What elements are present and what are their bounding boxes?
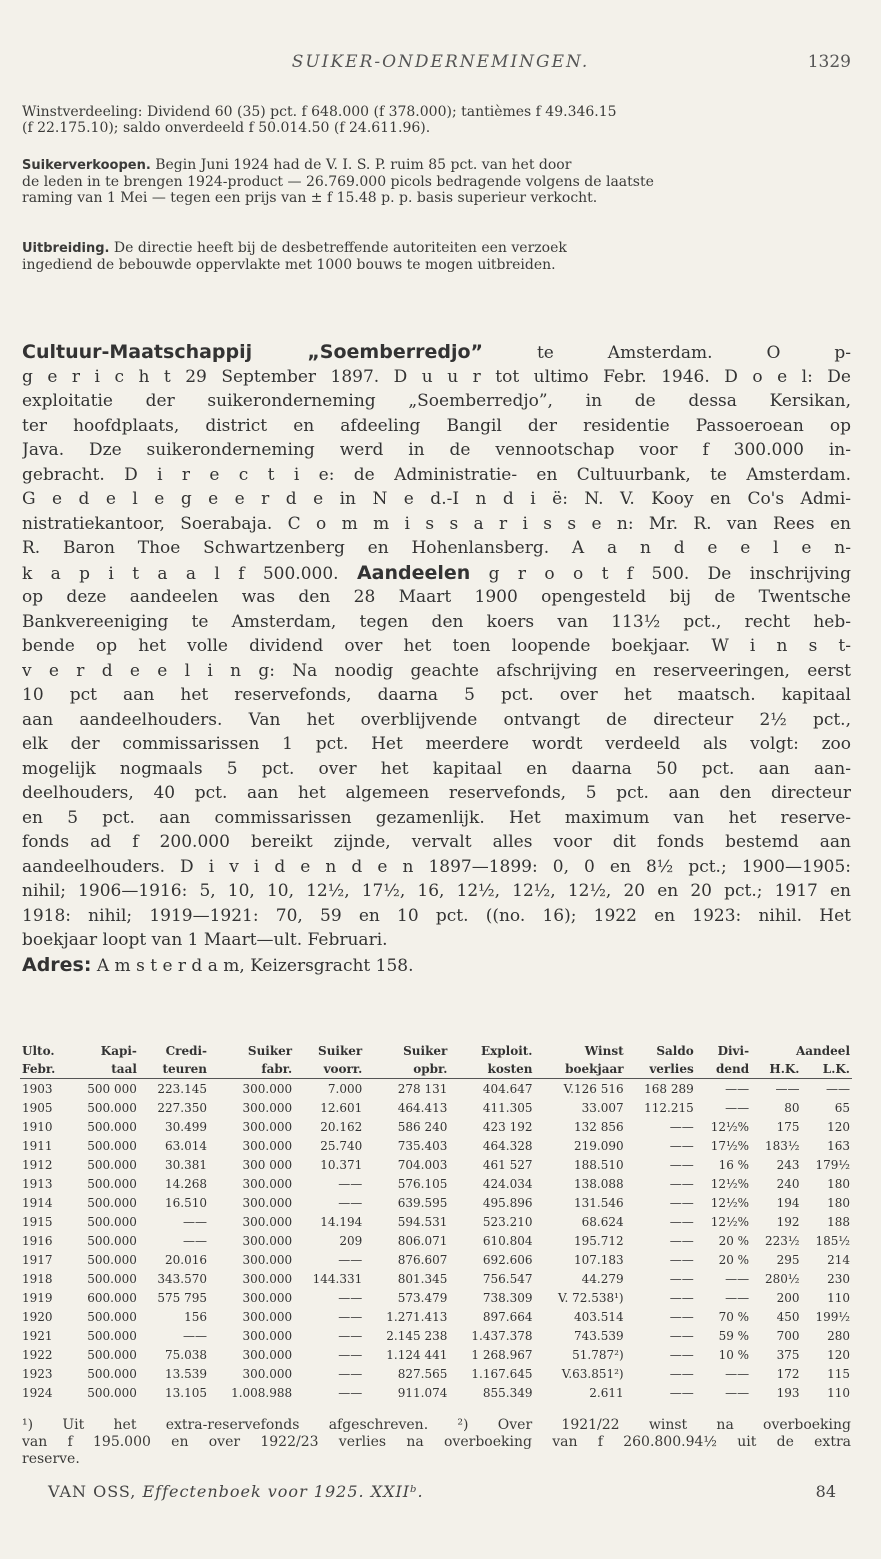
- table-cell: 300.000: [242, 1176, 293, 1191]
- table-cell: 156: [184, 1309, 208, 1324]
- table-cell: 300 000: [242, 1157, 293, 1172]
- table-cell: 280: [827, 1328, 850, 1343]
- table-cell: 500.000: [87, 1385, 137, 1400]
- table-cell: 300.000: [242, 1100, 293, 1115]
- table-cell: 12½%: [710, 1119, 750, 1134]
- table-cell: ——: [669, 1290, 694, 1305]
- table-cell: 300.000: [242, 1195, 293, 1210]
- table-cell: 1913: [22, 1176, 53, 1191]
- table-row: [20, 1250, 852, 1269]
- body-line: exploitatie der suikeronderneming „Soemberredjo”, in de dessa Kersikan,: [22, 391, 851, 411]
- table-cell: 13.105: [165, 1385, 208, 1400]
- table-cell: 600.000: [87, 1290, 137, 1305]
- body-line: elk der commissarissen 1 pct. Het meerdere wordt verdeeld als volgt: zoo: [22, 734, 851, 754]
- inline-heading: Cultuur-Maatschappij „Soemberredjo”: [22, 341, 483, 363]
- table-cell: 403.514: [574, 1309, 624, 1324]
- body-line: Adres: A m s t e r d a m, Keizersgracht 158.: [22, 953, 414, 976]
- table-cell: 194: [776, 1195, 800, 1210]
- table-cell: 756.547: [482, 1271, 533, 1286]
- table-row: [20, 1117, 852, 1136]
- table-cell: 75.038: [165, 1347, 208, 1362]
- previous-entry-expansion: [22, 240, 851, 273]
- table-cell: 110: [827, 1385, 850, 1400]
- page-number-bottom: 84: [815, 1482, 836, 1501]
- text-line: raming van 1 Mei — tegen een prijs van ± f 15.48 p. p. basis superieur verkocht.: [22, 190, 598, 206]
- table-cell: ——: [183, 1214, 208, 1229]
- table-row: [20, 1307, 852, 1326]
- column-header: Suiker: [403, 1044, 448, 1058]
- table-cell: 735.403: [397, 1138, 448, 1153]
- table-cell: 1922: [22, 1347, 53, 1362]
- column-header: Ulto.: [22, 1044, 55, 1058]
- table-cell: 300.000: [242, 1214, 293, 1229]
- table-cell: 500.000: [87, 1309, 137, 1324]
- table-cell: ——: [725, 1385, 750, 1400]
- column-header: Aandeel: [795, 1044, 850, 1058]
- table-cell: 704.003: [397, 1157, 448, 1172]
- table-cell: 1923: [22, 1366, 53, 1381]
- table-cell: 300.000: [242, 1081, 293, 1096]
- column-header: L.K.: [801, 1060, 852, 1079]
- column-header: taal: [69, 1060, 139, 1079]
- table-cell: 175: [776, 1119, 800, 1134]
- table-header-row: [20, 1060, 852, 1079]
- table-cell: 7.000: [327, 1081, 363, 1096]
- table-cell: 65: [834, 1100, 850, 1115]
- body-line: Java. Dze suikeronderneming werd in de vennootschap voor f 300.000 in-: [22, 440, 851, 460]
- table-cell: V. 72.538¹): [557, 1290, 624, 1305]
- table-cell: 586 240: [397, 1119, 448, 1134]
- table-cell: 300.000: [242, 1328, 293, 1343]
- body-line: en 5 pct. aan commissarissen gezamenlijk. Het maximum van het reserve-: [22, 807, 851, 828]
- table-cell: 188: [827, 1214, 850, 1229]
- table-cell: 17½%: [710, 1138, 750, 1153]
- table-cell: 1912: [22, 1157, 53, 1172]
- table-cell: 188.510: [574, 1157, 624, 1172]
- table-cell: 464.413: [397, 1100, 448, 1115]
- column-header: boekjaar: [534, 1060, 625, 1079]
- table-cell: ——: [826, 1081, 850, 1096]
- table-cell: ——: [725, 1366, 750, 1381]
- table-row: [20, 1136, 852, 1155]
- table-cell: 278 131: [397, 1081, 448, 1096]
- table-cell: 300.000: [242, 1290, 293, 1305]
- table-cell: 70 %: [718, 1309, 750, 1324]
- body-line: nihil; 1906—1916: 5, 10, 10, 12½, 17½, 16, 12½, 12½, 12½, 20 en 20 pct.; 1917 en: [22, 881, 851, 901]
- previous-entry-sugar-sales: [22, 157, 851, 206]
- table-cell: 300.000: [242, 1138, 293, 1153]
- table-cell: 1.124 441: [386, 1347, 448, 1362]
- table-row: [20, 1364, 852, 1383]
- table-row: [20, 1079, 852, 1099]
- inline-heading: Adres:: [22, 953, 92, 976]
- table-cell: 461 527: [482, 1157, 533, 1172]
- table-row: [20, 1326, 852, 1345]
- table-cell: ——: [669, 1328, 694, 1343]
- table-row: [20, 1345, 852, 1364]
- table-row: [20, 1383, 852, 1402]
- table-cell: 500.000: [87, 1233, 137, 1248]
- table-cell: 144.331: [312, 1271, 363, 1286]
- body-line: G e d e l e g e e r d e in N e d.-I n d i ë: N. V. Kooy en Co's Admi-: [22, 489, 851, 509]
- table-cell: 51.787²): [572, 1347, 624, 1362]
- table-cell: 180: [827, 1176, 850, 1191]
- table-cell: 192: [776, 1214, 800, 1229]
- column-header: dend: [696, 1060, 751, 1079]
- table-cell: 59 %: [718, 1328, 750, 1343]
- table-cell: 12½%: [710, 1176, 750, 1191]
- table-cell: 240: [776, 1176, 800, 1191]
- table-cell: ——: [338, 1347, 363, 1362]
- table-cell: ——: [725, 1081, 750, 1096]
- company-entry: [22, 340, 851, 977]
- table-cell: 193: [776, 1385, 800, 1400]
- spaced-label: g e r i c h t: [22, 366, 171, 387]
- table-cell: 806.071: [397, 1233, 448, 1248]
- table-cell: ——: [725, 1271, 750, 1286]
- table-cell: 10.371: [320, 1157, 363, 1172]
- table-cell: ——: [669, 1119, 694, 1134]
- table-cell: 500.000: [87, 1195, 137, 1210]
- table-cell: 14.194: [320, 1214, 363, 1229]
- body-line: aan aandeelhouders. Van het overblijvende ontvangt de directeur 2½ pct.,: [22, 709, 851, 730]
- table-cell: 424.034: [482, 1176, 533, 1191]
- text-line: Suikerverkoopen. Begin Juni 1924 had de V. I. S. P. ruim 85 pct. van het door: [22, 157, 572, 173]
- table-cell: 30.499: [165, 1119, 208, 1134]
- table-cell: 120: [827, 1347, 850, 1362]
- table-cell: 172: [776, 1366, 800, 1381]
- table-cell: ——: [183, 1233, 208, 1248]
- table-cell: ——: [669, 1309, 694, 1324]
- table-cell: ——: [338, 1290, 363, 1305]
- table-cell: 523.210: [482, 1214, 533, 1229]
- table-cell: 120: [827, 1119, 850, 1134]
- footnote-line: ¹) Uit het extra-reservefonds afgeschreven. ²) Over 1921/22 winst na overboeking: [22, 1417, 851, 1433]
- table-cell: 1903: [22, 1081, 53, 1096]
- table-cell: 500.000: [87, 1100, 137, 1115]
- table-cell: 110: [827, 1290, 850, 1305]
- table-cell: ——: [338, 1366, 363, 1381]
- table-cell: 2.611: [589, 1385, 624, 1400]
- table-cell: ——: [669, 1176, 694, 1191]
- table-cell: 876.607: [397, 1252, 448, 1267]
- table-cell: 1915: [22, 1214, 53, 1229]
- table-cell: ——: [669, 1233, 694, 1248]
- table-cell: 1911: [22, 1138, 53, 1153]
- body-line: nistratiekantoor, Soerabaja. C o m m i s s a r i s s e n: Mr. R. van Rees en: [22, 513, 851, 534]
- column-header: verlies: [626, 1060, 696, 1079]
- table-cell: 300.000: [242, 1233, 293, 1248]
- column-header: Kapi-: [100, 1044, 137, 1058]
- body-line: g e r i c h t 29 September 1897. D u u r tot ultimo Febr. 1946. D o e l: De: [22, 366, 851, 387]
- table-cell: 300.000: [242, 1271, 293, 1286]
- table-cell: 576.105: [397, 1176, 448, 1191]
- table-cell: 375: [776, 1347, 800, 1362]
- table-cell: ——: [338, 1176, 363, 1191]
- table-cell: 14.268: [165, 1176, 208, 1191]
- table-cell: 16 %: [718, 1157, 750, 1172]
- table-cell: 10 %: [718, 1347, 750, 1362]
- table-cell: ——: [669, 1385, 694, 1400]
- table-cell: ——: [183, 1328, 208, 1343]
- table-cell: 500.000: [87, 1157, 137, 1172]
- column-header: opbr.: [364, 1060, 449, 1079]
- table-cell: 500 000: [87, 1081, 137, 1096]
- column-header: Suiker: [247, 1044, 293, 1058]
- table-cell: 168 289: [644, 1081, 694, 1096]
- table-cell: 855.349: [482, 1385, 533, 1400]
- table-cell: 573.479: [397, 1290, 448, 1305]
- table-cell: 13.539: [165, 1366, 208, 1381]
- table-cell: 464.328: [482, 1138, 533, 1153]
- table-cell: 801.345: [397, 1271, 448, 1286]
- table-cell: 1 268.967: [471, 1347, 533, 1362]
- table-cell: 107.183: [574, 1252, 624, 1267]
- body-line: v e r d e e l i n g: Na noodig geachte afschrijving en reserveeringen, eerst: [22, 660, 851, 681]
- table-cell: ——: [338, 1195, 363, 1210]
- table-cell: 1920: [22, 1309, 53, 1324]
- table-cell: 1.167.645: [471, 1366, 533, 1381]
- table-cell: 450: [776, 1309, 800, 1324]
- financial-table: [20, 1042, 852, 1402]
- footnotes: [22, 1417, 851, 1468]
- table-row: [20, 1174, 852, 1193]
- table-cell: 179½: [815, 1157, 850, 1172]
- text-line: (f 22.175.10); saldo onverdeeld f 50.014.50 (f 24.611.96).: [22, 120, 431, 136]
- column-header: Winst: [584, 1044, 624, 1058]
- body-line: k a p i t a a l f 500.000. Aandeelen g r o o t f 500. De inschrijving: [22, 561, 851, 584]
- table-header-row: [20, 1042, 852, 1060]
- table-cell: ——: [338, 1385, 363, 1400]
- table-cell: 2.145 238: [386, 1328, 448, 1343]
- table-cell: 500.000: [87, 1176, 137, 1191]
- table-cell: 183½: [764, 1138, 800, 1153]
- table-cell: ——: [669, 1366, 694, 1381]
- table-cell: 12½%: [710, 1195, 750, 1210]
- table-cell: 33.007: [581, 1100, 624, 1115]
- table-row: [20, 1288, 852, 1307]
- table-cell: 423 192: [482, 1119, 533, 1134]
- body-line: Cultuur-Maatschappij „Soemberredjo” te Amsterdam. O p-: [22, 341, 851, 363]
- table-cell: 132 856: [574, 1119, 624, 1134]
- table-cell: 500.000: [87, 1328, 137, 1343]
- table-cell: 20.016: [165, 1252, 208, 1267]
- table-cell: 131.546: [574, 1195, 624, 1210]
- body-line: fonds ad f 200.000 bereikt zijnde, vervalt alles voor dit fonds bestemd aan: [22, 832, 851, 852]
- table-cell: 500.000: [87, 1214, 137, 1229]
- column-header: Credi-: [165, 1044, 208, 1058]
- table-cell: 199½: [815, 1309, 850, 1324]
- table-cell: 200: [776, 1290, 800, 1305]
- column-header: Febr.: [20, 1060, 69, 1079]
- table-cell: 1.437.378: [471, 1328, 533, 1343]
- table-cell: 20.162: [320, 1119, 363, 1134]
- table-cell: 1905: [22, 1100, 53, 1115]
- table-cell: 80: [784, 1100, 800, 1115]
- section-heading: Suikerverkoopen.: [22, 158, 151, 173]
- body-line: ter hoofdplaats, district en afdeeling Bangil der residentie Passoeroean op: [22, 415, 851, 436]
- text-line: ingediend de bebouwde oppervlakte met 1000 bouws te mogen uitbreiden.: [22, 257, 556, 273]
- table-cell: 1916: [22, 1233, 53, 1248]
- table-cell: 911.074: [397, 1385, 448, 1400]
- book-signature: VAN OSS, Effectenboek voor 1925. XXIIᵇ.: [48, 1482, 424, 1501]
- table-cell: 300.000: [242, 1347, 293, 1362]
- table-cell: 1919: [22, 1290, 53, 1305]
- table-cell: V.63.851²): [561, 1366, 624, 1381]
- previous-entry-dividend: [22, 104, 851, 136]
- table-cell: ——: [725, 1290, 750, 1305]
- table-cell: 219.090: [574, 1138, 624, 1153]
- table-cell: 12.601: [320, 1100, 363, 1115]
- table-cell: 700: [776, 1328, 800, 1343]
- table-row: [20, 1269, 852, 1288]
- table-cell: ——: [775, 1081, 800, 1096]
- text-line: Winstverdeeling: Dividend 60 (35) pct. f 648.000 (f 378.000); tantièmes f 49.346.15: [22, 104, 617, 120]
- table-cell: 30.381: [165, 1157, 208, 1172]
- table-cell: 20 %: [718, 1233, 750, 1248]
- table-cell: 897.664: [482, 1309, 533, 1324]
- column-header: teuren: [139, 1060, 209, 1079]
- table-row: [20, 1193, 852, 1212]
- table-cell: 230: [827, 1271, 850, 1286]
- table-cell: 500.000: [87, 1366, 137, 1381]
- table-cell: ——: [669, 1157, 694, 1172]
- table-cell: ——: [669, 1347, 694, 1362]
- table-cell: 827.565: [397, 1366, 448, 1381]
- body-line: 1918: nihil; 1919—1921: 70, 59 en 10 pct. ((no. 16); 1922 en 1923: nihil. Het: [22, 905, 851, 926]
- body-line: Bankvereeniging te Amsterdam, tegen den koers van 113½ pct., recht heb-: [22, 611, 851, 632]
- table-cell: 1921: [22, 1328, 53, 1343]
- table-cell: 500.000: [87, 1252, 137, 1267]
- column-header: Saldo: [656, 1044, 694, 1058]
- table-cell: 300.000: [242, 1252, 293, 1267]
- table-row: [20, 1212, 852, 1231]
- table-cell: 1.271.413: [386, 1309, 448, 1324]
- table-cell: 692.606: [482, 1252, 533, 1267]
- table-cell: 223½: [764, 1233, 800, 1248]
- table-cell: ——: [338, 1328, 363, 1343]
- table-cell: 243: [776, 1157, 800, 1172]
- table-cell: 495.896: [482, 1195, 533, 1210]
- table-cell: 185½: [815, 1233, 850, 1248]
- body-line: deelhouders, 40 pct. aan het algemeen reservefonds, 5 pct. aan den directeur: [22, 783, 851, 803]
- table-cell: 112.215: [644, 1100, 694, 1115]
- table-cell: 300.000: [242, 1366, 293, 1381]
- running-header-title: SUIKER-ONDERNEMINGEN.: [291, 52, 590, 72]
- table-cell: 738.309: [482, 1290, 533, 1305]
- inline-heading: Aandeelen: [356, 561, 471, 584]
- table-row: [20, 1098, 852, 1117]
- table-cell: 209: [339, 1233, 363, 1248]
- table-cell: 1910: [22, 1119, 53, 1134]
- table-cell: 500.000: [87, 1138, 137, 1153]
- table-cell: ——: [725, 1100, 750, 1115]
- table-cell: 404.647: [482, 1081, 533, 1096]
- table-cell: 610.804: [482, 1233, 533, 1248]
- column-header: kosten: [449, 1060, 534, 1079]
- table-cell: 214: [827, 1252, 850, 1267]
- column-header: Suiker: [318, 1044, 363, 1058]
- body-line: R. Baron Thoe Schwartzenberg en Hohenlansberg. A a n d e e l e n-: [22, 538, 851, 558]
- body-line: aandeelhouders. D i v i d e n d e n 1897—1899: 0, 0 en 8½ pct.; 1900—1905:: [22, 856, 851, 877]
- column-header: fabr.: [209, 1060, 294, 1079]
- table-cell: 280½: [764, 1271, 800, 1286]
- table-cell: 743.539: [574, 1328, 624, 1343]
- table-cell: ——: [669, 1138, 694, 1153]
- table-cell: 411.305: [482, 1100, 533, 1115]
- table-cell: V.126 516: [563, 1081, 624, 1096]
- text-line: Uitbreiding. De directie heeft bij de desbetreffende autoriteiten een verzoek: [22, 240, 567, 256]
- table-cell: 1914: [22, 1195, 53, 1210]
- column-header: voorr.: [294, 1060, 364, 1079]
- table-cell: 115: [827, 1366, 850, 1381]
- table-cell: 25.740: [320, 1138, 363, 1153]
- table-cell: 343.570: [157, 1271, 208, 1286]
- table-cell: 300.000: [242, 1309, 293, 1324]
- table-cell: 575 795: [157, 1290, 208, 1305]
- table-cell: ——: [669, 1195, 694, 1210]
- table-cell: 500.000: [87, 1347, 137, 1362]
- footnote-line: reserve.: [22, 1451, 80, 1467]
- body-line: mogelijk nogmaals 5 pct. over het kapitaal en daarna 50 pct. aan aan-: [22, 758, 851, 779]
- table-cell: 500.000: [87, 1119, 137, 1134]
- table-cell: ——: [669, 1214, 694, 1229]
- table-cell: 16.510: [165, 1195, 208, 1210]
- table-cell: 594.531: [397, 1214, 448, 1229]
- table-cell: ——: [338, 1309, 363, 1324]
- body-line: boekjaar loopt van 1 Maart—ult. Februari.: [22, 930, 388, 950]
- table-cell: 1918: [22, 1271, 53, 1286]
- table-cell: 300.000: [242, 1119, 293, 1134]
- table-cell: 639.595: [397, 1195, 448, 1210]
- table-cell: 500.000: [87, 1271, 137, 1286]
- body-line: bende op het volle dividend over het toen loopende boekjaar. W i n s t-: [22, 636, 851, 656]
- table-cell: 1924: [22, 1385, 53, 1400]
- text-line: de leden in te brengen 1924-product — 26.769.000 picols bedragende volgens de laatste: [22, 174, 654, 190]
- body-line: op deze aandeelen was den 28 Maart 1900 opengesteld bij de Twentsche: [22, 587, 851, 607]
- table-cell: ——: [669, 1271, 694, 1286]
- table-cell: 44.279: [581, 1271, 624, 1286]
- table-cell: 163: [827, 1138, 850, 1153]
- table-row: [20, 1231, 852, 1250]
- page-number-top: 1329: [807, 52, 851, 72]
- body-line: 10 pct aan het reservefonds, daarna 5 pct. over het maatsch. kapitaal: [22, 685, 851, 705]
- table-cell: 20 %: [718, 1252, 750, 1267]
- table-cell: ——: [338, 1252, 363, 1267]
- body-line: gebracht. D i r e c t i e: de Administratie- en Cultuurbank, te Amsterdam.: [22, 464, 851, 485]
- table-cell: 1.008.988: [231, 1385, 293, 1400]
- table-cell: 63.014: [165, 1138, 208, 1153]
- column-header: Divi-: [717, 1044, 750, 1058]
- table-cell: 227.350: [157, 1100, 208, 1115]
- table-cell: 295: [776, 1252, 800, 1267]
- table-cell: ——: [669, 1252, 694, 1267]
- section-heading: Uitbreiding.: [22, 241, 110, 256]
- table-cell: 1917: [22, 1252, 53, 1267]
- table-cell: 195.712: [574, 1233, 624, 1248]
- table-row: [20, 1155, 852, 1174]
- column-header: H.K.: [751, 1060, 801, 1079]
- table-cell: 68.624: [581, 1214, 624, 1229]
- column-header: Exploit.: [480, 1044, 533, 1058]
- footnote-line: van f 195.000 en over 1922/23 verlies na overboeking van f 260.800.94½ uit de extra: [22, 1434, 851, 1450]
- table-cell: 138.088: [574, 1176, 624, 1191]
- table-cell: 223.145: [157, 1081, 208, 1096]
- table-cell: 180: [827, 1195, 850, 1210]
- table-cell: 12½%: [710, 1214, 750, 1229]
